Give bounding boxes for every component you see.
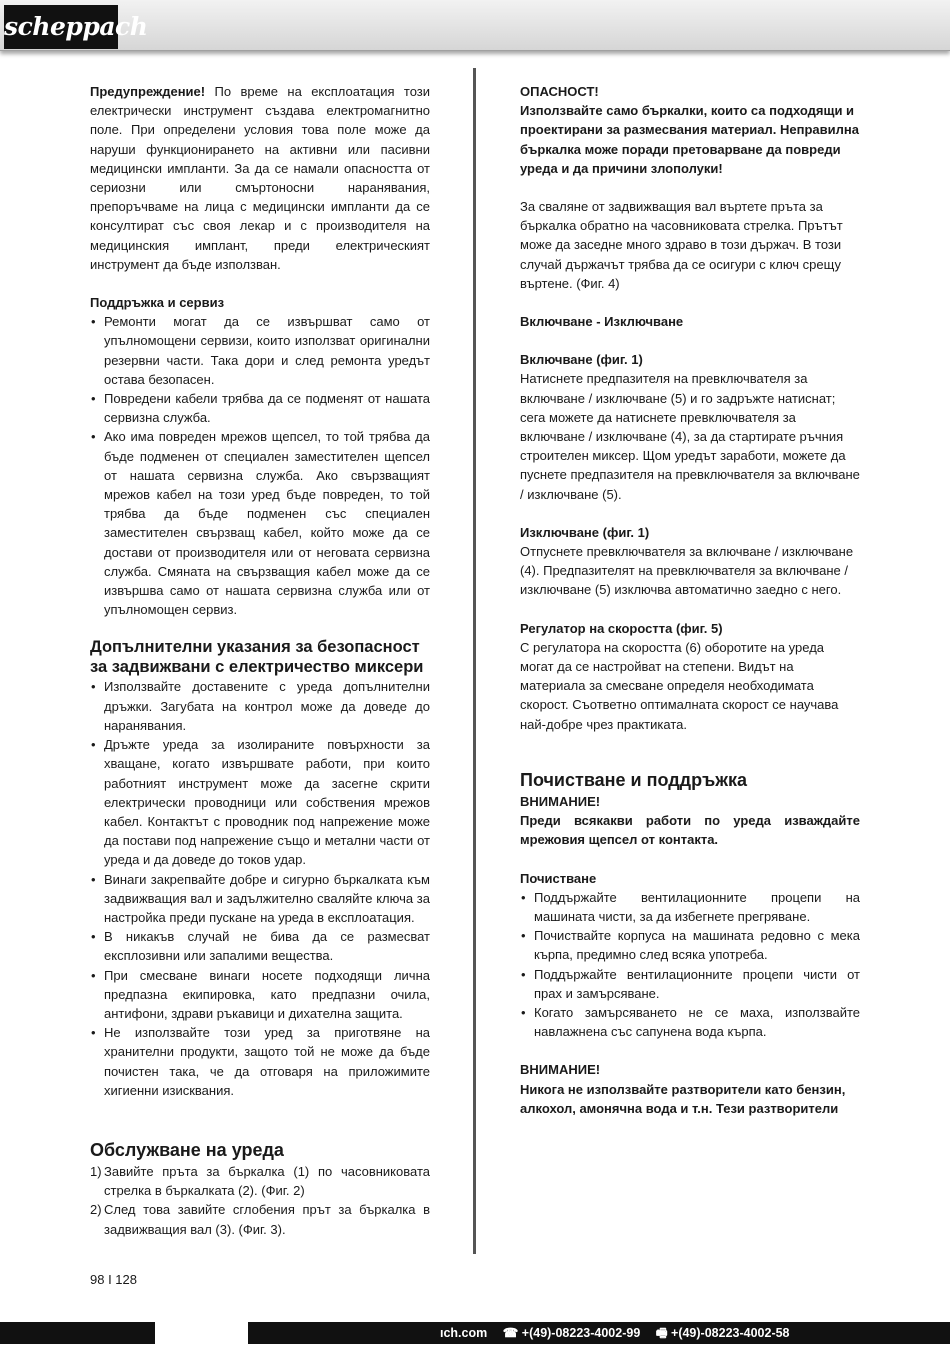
list-item: • Поддържайте вентилационните процепи на машината чисти, за да избегнете прегряване. [520, 888, 860, 926]
attention2-text: Никога не използвайте разтворители като бензин, алкохол, амонячна вода и т.н. Тези разтворители [520, 1081, 846, 1116]
footer-web: ıch.com [440, 1326, 488, 1340]
footer-phone: ☎ +(49)-08223-4002-99 [502, 1326, 641, 1340]
removal-paragraph: За сваляне от задвижващия вал въртете пръта за бъркалка обратно на часовниковата стрелка. Прътът може да заседне много здраво в този държач. В този случай държачът трябва да се осигури с ключ срещу въртене. (Фиг. 4) [520, 199, 843, 291]
mixer-safety-list [90, 677, 430, 1099]
cleaning-subheading: Почистване [520, 870, 597, 886]
page-footer [0, 1322, 950, 1344]
em-warning-paragraph [90, 82, 430, 274]
list-item: • Повредени кабели трябва да се подменят от нашата сервизна служба. [90, 389, 430, 427]
switch-on-text: Натиснете предпазителя на превключвателя за включване / изключване (5) и го задръжте натиснат; сега можете да натиснете превключвателя за включване / изключване (4), за да стартирате ръчния строителен миксер. Щом уредът заработи, можете да пуснете предпазителя на превключвателя за включване / изключване (5). [520, 371, 860, 502]
list-item [90, 1200, 430, 1238]
speed-heading: Регулатор на скоростта (фиг. 5) [520, 620, 723, 636]
attention-text: Преди всякакви работи по уреда изваждайте мрежовия щепсел от контакта. [520, 813, 860, 848]
list-item: • В никакъв случай не бива да се размесват експлозивни или запалими вещества. [90, 927, 430, 965]
list-item: • Дръжте уреда за изолираните повърхности за хващане, когато извършвате работи, при които работният инструмент може да засегне скрити електрически проводници или собствения мрежов кабел. Контактът с проводник под напрежение може да постави под напрежение също и метални части от уреда и да доведе до токов удар. [90, 735, 430, 869]
warning-label: Предупреждение! [90, 84, 206, 99]
attention-label: ВНИМАНИЕ! [520, 793, 601, 809]
cleaning-maintenance-heading: Почистване и поддръжка [520, 769, 747, 790]
danger-label: ОПАСНОСТ! [520, 84, 599, 99]
list-item: • Ако има повреден мрежов щепсел, то той трябва да бъде подменен от специален заместителен щепсел от нашата сервизна служба. Ако свързващият мрежов кабел на този уред бъде повреден, то той трябва да бъде подменен със специален заместителен свързващ кабел, който може да се достави от производителя или от неговата сервизна служба. Смяната на свързващия кабел може да се извършва само от нашата сервизна служба или от упълномощен сервиз. [90, 427, 430, 619]
list-item: • Когато замърсяването не се маха, използвайте навлажнена със сапунена вода кърпа. [520, 1003, 860, 1041]
cleaning-list [520, 888, 860, 1042]
switch-off-heading: Изключване (фиг. 1) [520, 524, 650, 540]
switch-on-heading: Включване (фиг. 1) [520, 352, 643, 368]
speed-text: С регулатора на скоростта (6) оборотите на уреда могат да се настройват на степени. Видът на материала за смесване определя необходимата скорост. Съответно оптималната скорост се научава най-добре чрез практиката. [520, 639, 839, 732]
scheppach-logo: scheppach [4, 5, 118, 49]
page-number: 98 I 128 [90, 1272, 137, 1287]
step-number: 2) [90, 1202, 102, 1218]
onoff-heading: Включване - Изключване [520, 314, 684, 330]
operation-heading: Обслужване на уреда [90, 1139, 284, 1160]
warning-text: По време на експлоатация този електрически инструмент създава електромагнитно поле. При определени условия това поле може да наруши функционирането на активни или пасивни медицински импланти. За да се намали опасността от сериозни или смъртоносни наранявания, препоръчваме на лица с медицински импланти да се консултират със своя лекар и с производителя на медицинския имплант, преди електрическият инструмент да бъде използван. [90, 84, 430, 272]
list-item: • При смесване винаги носете подходящи лична предпазна екипировка, като предпазни очила, антифони, здрави ръкавици и дихателна защита. [90, 966, 430, 1024]
list-item: • Използвайте доставените с уреда допълнителни дръжки. Загубата на контрол може да доведе до наранявания. [90, 677, 430, 735]
service-heading: Поддръжка и сервиз [90, 295, 225, 311]
danger-text: Използвайте само бъркалки, които са подходящи и проектирани за размесвания материал. Неправилна бъркалка може поради претоварване да повреди уреда и да причини злополуки! [520, 103, 859, 176]
service-list [90, 312, 430, 619]
footer-fax: 🖷 +(49)-08223-4002-58 [655, 1326, 790, 1340]
list-item: • Не използвайте този уред за приготвяне на хранителни продукти, защото той не може да бъде почистен така, че да отговаря на приложимите хигиенни изисквания. [90, 1023, 430, 1100]
step-number: 1) [90, 1163, 102, 1179]
list-item: • Поддържайте вентилационните процепи чисти от прах и замърсяване. [520, 965, 860, 1003]
column-divider [473, 68, 476, 1254]
right-column [520, 82, 860, 1118]
list-item: • Почиствайте корпуса на машината редовно с мека кърпа, предимно след всяка употреба. [520, 926, 860, 964]
left-column [90, 82, 430, 1239]
list-item: • Винаги закрепвайте добре и сигурно бъркалката към задвижващия вал и задължително сваляйте ключа за настройка преди пускане на уреда в експлоатация. [90, 870, 430, 928]
switch-off-text: Отпуснете превключвателя за включване / изключване (4). Предпазителят на превключвателя за включване / изключване (5) изключва автоматично заедно с него. [520, 544, 854, 598]
step-text: След това завийте сглобения прът за бъркалка в задвижващия вал (3). (Фиг. 3). [104, 1202, 430, 1237]
page-header [0, 0, 950, 51]
list-item [90, 1162, 430, 1200]
list-item: • Ремонти могат да се извършват само от упълномощени сервизи, които използват оригинални резервни части. Така дори и след ремонта уредът остава безопасен. [90, 312, 430, 389]
operation-steps [90, 1162, 430, 1239]
attention2-label: ВНИМАНИЕ! [520, 1062, 601, 1078]
step-text: Завийте пръта за бъркалка (1) по часовниковата стрелка в бъркалката (2). (Фиг. 2) [104, 1163, 430, 1199]
mixer-safety-heading: Допълнителни указания за безопасност за задвижвани с електричество миксери [90, 638, 424, 676]
